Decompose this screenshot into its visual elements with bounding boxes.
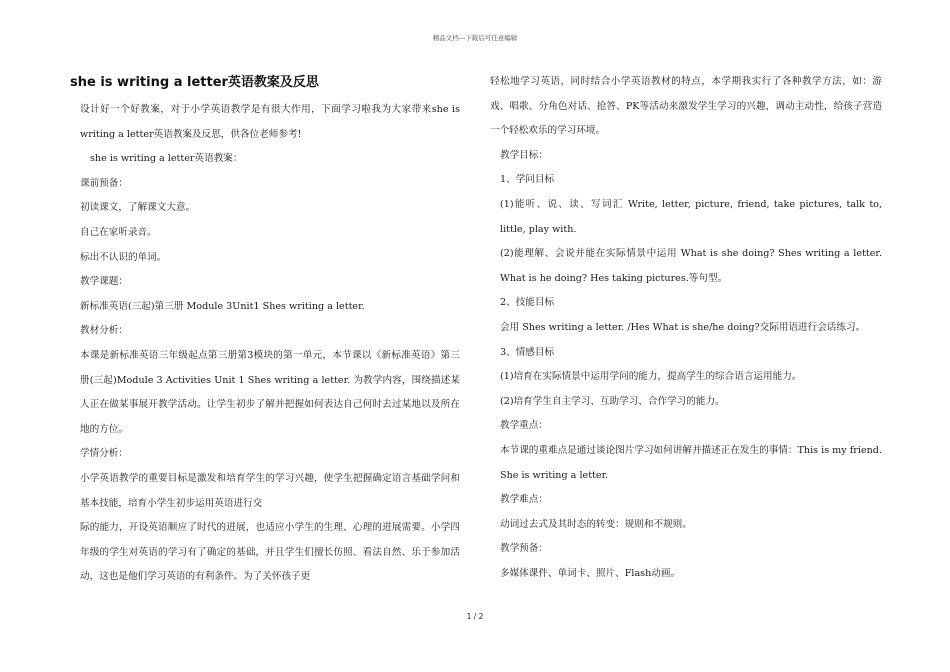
paragraph: 新标准英语(三起)第三册 Module 3Unit1 Shes writing a letter. (80, 300, 365, 312)
left-column-body (70, 98, 460, 590)
paragraph: 教学课题： (80, 276, 128, 288)
paragraph: (2)培育学生自主学习、互助学习、合作学习的能力。 (500, 395, 725, 407)
paragraph: (1)培育在实际情景中运用学问的能力，提高学生的综合语言运用能力。 (500, 371, 802, 383)
paragraph: 际的能力，开设英语顺应了时代的进展，也适应小学生的生理、心理的进展需要。小学四年级的学生对英语的学习有了确定的基础，并且学生们擅长仿照、看法自然、乐于参加活动，这也是他们学习英语的有利条件。为了关怀孩子更 (80, 522, 460, 583)
left-column (70, 70, 460, 590)
paragraph: 多媒体课件、单词卡、照片、Flash动画。 (500, 567, 681, 579)
paragraph: 本节课的重难点是通过谈论图片学习如何讲解并描述正在发生的事情：This is my friend. She is writing a letter. (500, 444, 882, 481)
paragraph: 教学难点： (500, 494, 548, 506)
paragraph: 1、学问目标 (500, 174, 555, 186)
paragraph: 学情分析： (80, 448, 128, 460)
paragraph: 自己在家听录音。 (80, 226, 157, 238)
paragraph: 教学重点： (500, 420, 548, 432)
paragraph: 初读课文，了解课文大意。 (80, 202, 196, 214)
paragraph: 小学英语教学的重要目标是激发和培育学生的学习兴趣，使学生把握确定语言基础学问和基本技能，培育小学生初步运用英语进行交 (80, 472, 460, 509)
paragraph: (2)能理解、会说并能在实际情景中运用 What is she doing? Shes writing a letter. What is he doing? Hes taking pictures.等句型。 (500, 248, 882, 284)
paragraph: 课前预备： (80, 177, 128, 189)
document-title: she is writing a letter英语教案及反思 (70, 75, 319, 90)
paragraph: (1)能听、说、读、写词汇 Write, letter, picture, friend, take pictures, talk to, little, play with. (500, 198, 882, 235)
paragraph: 教学预备： (500, 543, 548, 555)
paragraph: 本课是新标准英语三年级起点第三册第3模块的第一单元，本节课以《新标准英语》第三册(三起)Module 3 Activities Unit 1 Shes writing a letter. 为教学内容，围绕描述某人正在做某事展开教学活动。让学生初步了解并把握如何表达自己何时去过某地以及所在地的方位。 (80, 349, 460, 435)
right-column-body (490, 70, 882, 586)
paragraph: 2、技能目标 (500, 297, 555, 309)
page-header: 精品文档---下载后可任意编辑 (432, 34, 518, 42)
page-number: 1 / 2 (466, 612, 484, 621)
paragraph: 教学目标： (500, 149, 548, 161)
paragraph: she is writing a letter英语教案： (90, 153, 243, 165)
paragraph: 标出不认识的单词。 (80, 251, 167, 263)
paragraph: 教材分析： (80, 325, 128, 337)
paragraph: 动词过去式及其时态的转变：规则和不规则。 (500, 518, 692, 530)
right-column (490, 70, 882, 586)
paragraph: 轻松地学习英语，同时结合小学英语教材的特点，本学期我实行了各种教学方法，如：游戏、唱歌、分角色对话、抢答、PK等活动来激发学生学习的兴趣，调动主动性，给孩子营造一个轻松欢乐的学习环境。 (490, 76, 882, 137)
paragraph: 设计好一个好教案，对于小学英语教学是有很大作用，下面学习啦我为大家带来she is writing a letter英语教案及反思，供各位老师参考! (80, 104, 460, 140)
paragraph: 会用 Shes writing a letter. /Hes What is she/he doing?交际用语进行会话练习。 (500, 321, 866, 333)
paragraph: 3、情感目标 (500, 346, 555, 358)
